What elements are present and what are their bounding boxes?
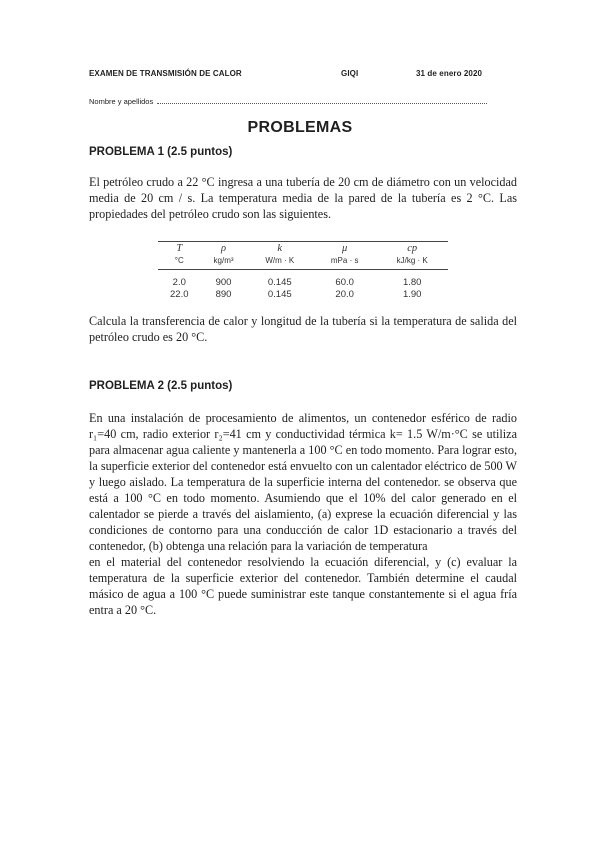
col-symbol: T <box>158 242 201 255</box>
problem1-intro <box>89 174 517 222</box>
properties-table <box>158 241 448 300</box>
col-unit: kg/m³ <box>201 254 247 270</box>
col-unit: W/m · K <box>247 254 313 270</box>
table-cell: 2.0 <box>172 276 186 288</box>
col-symbol: μ <box>313 242 376 255</box>
page-title: PROBLEMAS <box>247 119 353 136</box>
exam-title: EXAMEN DE TRANSMISIÓN DE CALOR <box>89 69 242 78</box>
table-cell: 0.145 <box>267 276 292 288</box>
table-cell: 60.0 <box>335 276 354 288</box>
col-unit: kJ/kg · K <box>376 254 448 270</box>
table-row <box>158 270 448 289</box>
problem1-heading: PROBLEMA 1 (2.5 puntos) <box>89 146 233 158</box>
table-cell: 20.0 <box>335 288 354 300</box>
table-cell: 0.145 <box>267 288 292 300</box>
name-blank-line <box>157 96 487 104</box>
problem2-body <box>89 410 517 618</box>
table-cell: 890 <box>215 288 232 300</box>
col-unit: °C <box>158 254 201 270</box>
table-cell: 1.80 <box>402 276 422 288</box>
problem2-heading: PROBLEMA 2 (2.5 puntos) <box>89 380 233 392</box>
problem2-body-text: En una instalación de procesamiento de alimentos, un contenedor esférico de radio r₁=40 cm, radio exterior r₂=41 cm y conductividad térmica k= 1.5 W/m·°C se utiliza para almacenar agua caliente y mantenerla a 100 °C en todo momento. Para lograr esto, la superficie exterior del contenedor está envuelto con un calentador eléctrico de 500 W y luego aislado. La temperatura de la superficie interna del contenedor. se observa que está a 100 °C en todo momento. Asumiendo que el 10% del calor generado en el calentador se pierde a través del aislamiento, (a) exprese la ecuación diferencial y las condiciones de contorno para una conducción de calor 1D estacionario a través del contenedor, (b) obtenga una relación para la variación de temperatura <box>89 411 517 553</box>
problem1-intro-text: El petróleo crudo a 22 °C ingresa a una tubería de 20 cm de diámetro con un velocidad media de 20 cm / s. La temperatura media de la pared de la tubería es 2 °C. Las propiedades del petróleo crudo son las siguientes. <box>89 175 517 221</box>
problem1-question <box>89 313 517 345</box>
table-cell: 22.0 <box>170 288 189 300</box>
name-label: Nombre y apellidos <box>89 97 154 106</box>
name-field <box>89 96 487 106</box>
problem1-question-text: Calcula la transferencia de calor y longitud de la tubería si la temperatura de salida del petróleo crudo es 20 °C. <box>89 314 517 344</box>
table-row <box>158 288 448 300</box>
col-symbol: cp <box>376 242 448 255</box>
exam-date: 31 de enero 2020 <box>416 69 483 78</box>
table-cell: 1.90 <box>402 288 422 300</box>
col-symbol: ρ <box>201 242 247 255</box>
col-symbol: k <box>247 242 313 255</box>
col-unit: mPa · s <box>313 254 376 270</box>
problem2-body-text-2: en el material del contenedor resolviendo la ecuación diferencial, y (c) evaluar la temperatura de la superficie exterior del contenedor. También determine el caudal másico de agua a 100 °C puede suministrar este tanque constantemente si el agua fría entra a 20 °C. <box>89 555 517 617</box>
table-cell: 900 <box>215 276 232 288</box>
exam-group: GIQI <box>341 69 359 78</box>
